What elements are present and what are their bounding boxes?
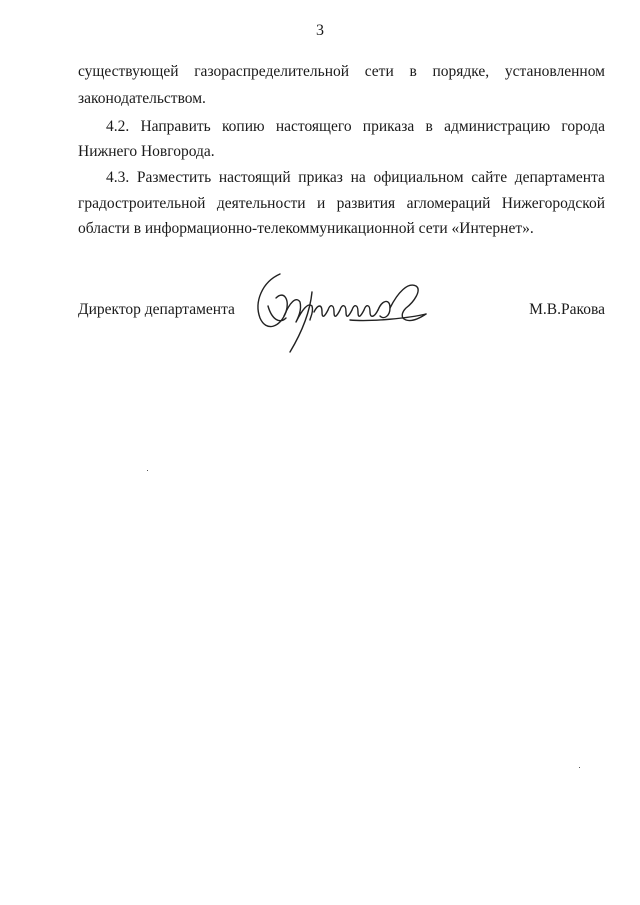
page-number: 3 bbox=[316, 22, 324, 39]
word: копию bbox=[221, 118, 265, 135]
paragraph-4-2-line-2: Нижнего Новгорода. bbox=[78, 143, 215, 160]
word: градостроительной bbox=[78, 195, 206, 212]
word: Разместить bbox=[136, 169, 212, 186]
word: развития bbox=[336, 195, 396, 212]
word: Направить bbox=[140, 118, 211, 135]
word: 4.2. bbox=[106, 118, 130, 135]
word: приказа bbox=[362, 118, 415, 135]
word: в bbox=[425, 118, 433, 135]
word: настоящего bbox=[275, 118, 352, 135]
paragraph-1-line-2: законодательством. bbox=[78, 90, 206, 107]
word: администрацию bbox=[444, 118, 551, 135]
word: существующей bbox=[78, 63, 179, 80]
scan-speck bbox=[579, 767, 580, 768]
word: на bbox=[350, 169, 366, 186]
paragraph-4-3-line-1 bbox=[106, 168, 605, 188]
word: деятельности bbox=[216, 195, 306, 212]
word: 4.3. bbox=[106, 169, 130, 186]
handwritten-signature bbox=[250, 262, 450, 362]
word: установленном bbox=[504, 63, 605, 80]
scan-speck bbox=[147, 470, 148, 471]
signatory-title: Директор департамента bbox=[78, 301, 235, 318]
word: газораспределительной bbox=[194, 63, 350, 80]
word: департамента bbox=[514, 169, 605, 186]
word: агломераций bbox=[406, 195, 491, 212]
paragraph-1-line-1 bbox=[78, 62, 605, 82]
word: порядке, bbox=[432, 63, 490, 80]
word: сети bbox=[364, 63, 394, 80]
word: города bbox=[561, 118, 605, 135]
word: приказ bbox=[298, 169, 343, 186]
word: официальном bbox=[373, 169, 464, 186]
word: Нижегородской bbox=[501, 195, 605, 212]
word: сайте bbox=[471, 169, 508, 186]
word: настоящий bbox=[218, 169, 291, 186]
signatory-name: М.В.Ракова bbox=[529, 301, 605, 318]
word: и bbox=[316, 195, 326, 212]
paragraph-4-2-line-1 bbox=[106, 117, 605, 137]
paragraph-4-3-line-2 bbox=[78, 194, 605, 214]
word: в bbox=[409, 63, 417, 80]
paragraph-4-3-line-3: области в информационно-телекоммуникационной сети «Интернет». bbox=[78, 220, 534, 237]
